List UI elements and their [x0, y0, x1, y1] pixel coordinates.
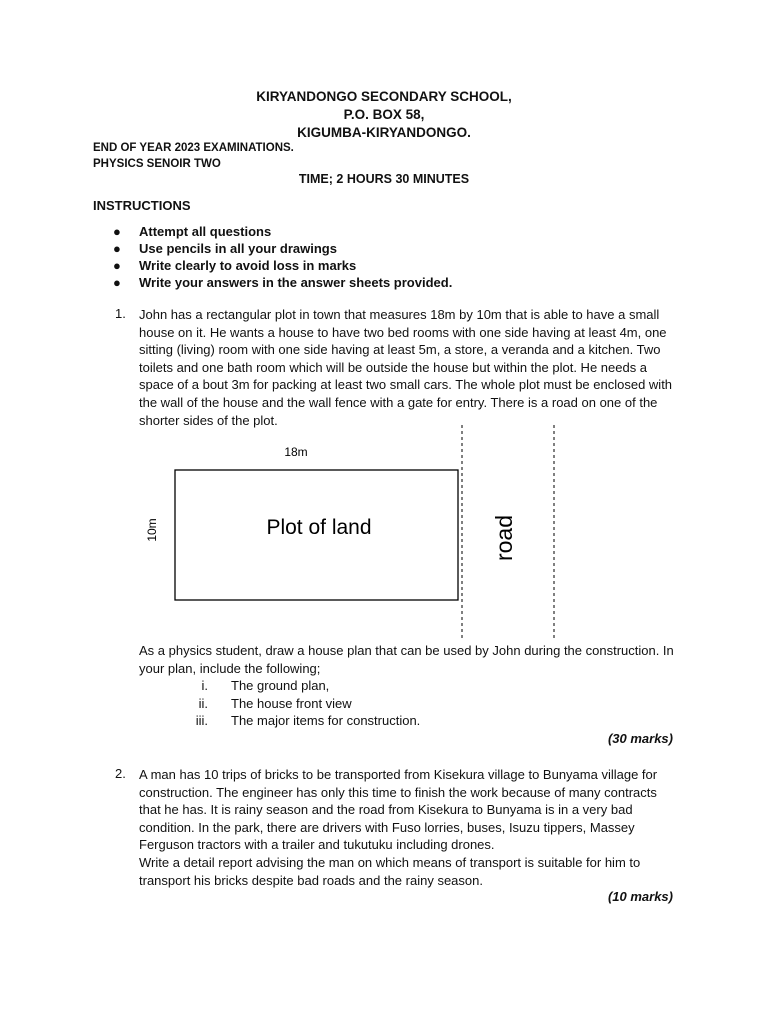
question-1-number: 1. — [115, 306, 126, 321]
instruction-item: Attempt all questions — [139, 224, 272, 239]
subitem-text: The major items for construction. — [231, 713, 421, 728]
subject-title: PHYSICS SENOIR TWO — [93, 158, 221, 170]
bullet-icon: ● — [113, 224, 121, 239]
subitem-numeral: i. — [201, 678, 208, 693]
school-address: P.O. BOX 58, — [343, 107, 425, 122]
question-line: Write a detail report advising the man on which means of transport is suitable for him to — [139, 854, 641, 870]
bullet-icon: ● — [113, 241, 121, 256]
question-line: Ferguson tractors with a trailer and tukutuku including drones. — [139, 837, 495, 853]
question-line: that he has. It is rainy season and the road from Kisekura to Bunyama is in a very bad — [139, 802, 633, 818]
question-line: A man has 10 trips of bricks to be transported from Kisekura village to Bunyama village for — [139, 767, 658, 782]
task-line: As a physics student, draw a house plan that can be used by John during the construction. In — [139, 643, 674, 658]
question-1-task — [139, 642, 679, 677]
question-line: John has a rectangular plot in town that measures 18m by 10m that is able to have a small — [139, 307, 660, 322]
instructions-heading: INSTRUCTIONS — [93, 198, 191, 213]
subitem-text: The ground plan, — [231, 678, 330, 693]
bullet-icon: ● — [113, 275, 121, 290]
instruction-item: Use pencils in all your drawings — [139, 241, 337, 256]
exam-title: END OF YEAR 2023 EXAMINATIONS. — [93, 142, 294, 154]
question-line: the wall of the house and the wall fence with a gate for entry. There is a road on one of the — [139, 394, 658, 410]
question-line: transport his bricks despite bad roads and the rainy season. — [139, 872, 483, 888]
question-line: construction. The engineer has only this time to finish the work because of many contracts — [139, 784, 657, 800]
question-line: toilets and one bath room which will be outside the house but within the plot. He needs a — [139, 359, 648, 375]
school-name: KIRYANDONGO SECONDARY SCHOOL, — [256, 89, 512, 104]
exam-time: TIME; 2 HOURS 30 MINUTES — [298, 172, 470, 186]
question-2-marks: (10 marks) — [607, 889, 673, 904]
subitem-numeral: ii. — [198, 696, 208, 711]
subitem-text: The house front view — [231, 696, 352, 711]
subitem-numeral: iii. — [195, 713, 208, 728]
road-label: road — [491, 514, 517, 562]
school-location: KIGUMBA-KIRYANDONGO. — [297, 125, 471, 140]
question-line: condition. In the park, there are drivers with Fuso lorries, buses, Isuzu tippers, Massey — [139, 819, 635, 835]
question-2-number: 2. — [115, 766, 126, 781]
width-label: 10m — [145, 518, 159, 542]
plot-label: Plot of land — [266, 516, 372, 539]
question-line: space of a bout 3m for packing at least two small cars. The whole plot must be enclosed with — [139, 377, 673, 393]
question-line: house on it. He wants a house to have two bed rooms with one side having at least 4m, one — [139, 324, 667, 340]
instruction-item: Write your answers in the answer sheets provided. — [139, 275, 453, 290]
task-line: your plan, include the following; — [139, 660, 321, 676]
length-label: 18m — [284, 445, 308, 459]
question-line: sitting (living) room with one side having at least 5m, a store, a veranda and a kitchen. Two — [139, 342, 661, 358]
question-line: shorter sides of the plot. — [139, 412, 278, 428]
question-1-marks: (30 marks) — [607, 731, 673, 746]
instruction-item: Write clearly to avoid loss in marks — [139, 258, 357, 273]
bullet-icon: ● — [113, 258, 121, 273]
question-2-text — [139, 766, 679, 889]
